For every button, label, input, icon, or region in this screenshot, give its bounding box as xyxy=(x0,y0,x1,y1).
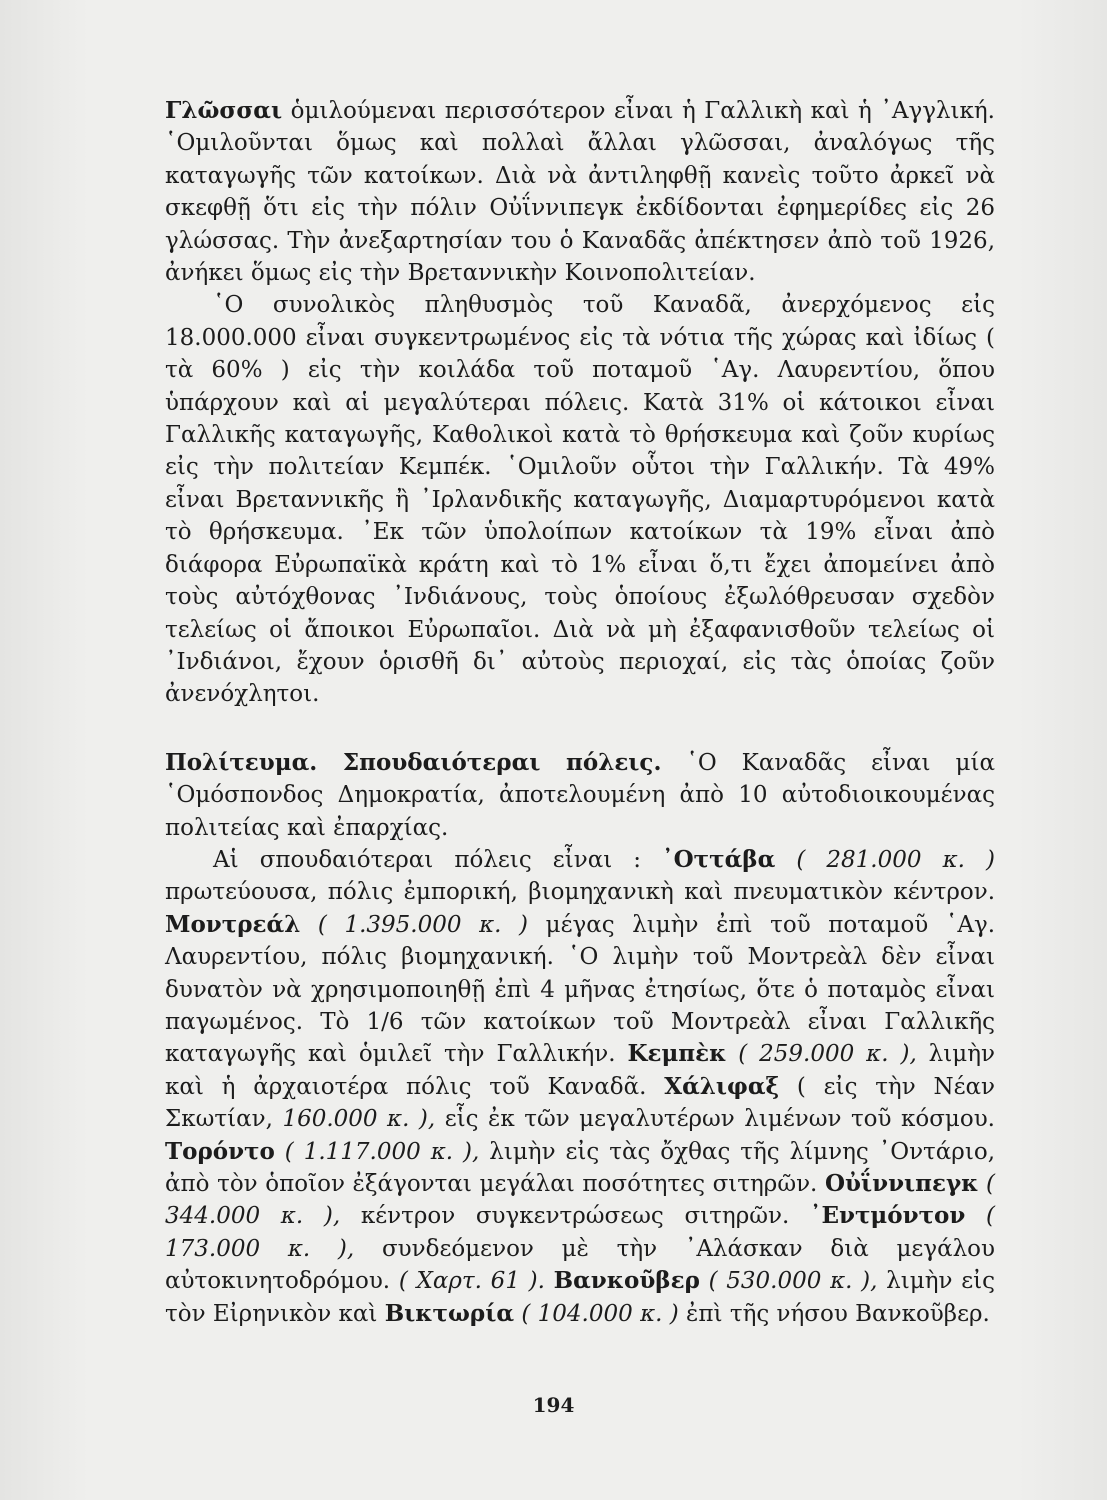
text-run: ὁμιλούμεναι περισσότερον εἶναι ἡ Γαλλικὴ καὶ ἡ ᾿Αγγλική. ῾Ομιλοῦνται ὅμως καὶ πολλαὶ ἄλλαι γλῶσσαι, ἀναλόγως τῆς καταγωγῆς τῶν κατοίκων. Διὰ νὰ ἀντιληφθῇ κανεὶς τοῦτο ἀρκεῖ νὰ σκεφθῇ ὅτι εἰς τὴν πόλιν Οὐΐννιπεγκ ἐκδίδονται ἐφημερίδες εἰς 26 γλώσσας. Τὴν ἀνεξαρτησίαν του ὁ Καναδᾶς ἀπέκτησεν ἀπὸ τοῦ 1926, ἀνήκει ὅμως εἰς τὴν Βρεταννικὴν Κοινοπολιτείαν. xyxy=(165,98,995,287)
text-run: ῾Ο Καναδᾶς εἶναι μία ῾Ομόσπονδος Δημοκρατία, ἀποτελουμένη ἀπὸ 10 αὐτοδιοικουμένας πολιτείας καὶ ἐπαρχίας. xyxy=(165,749,995,841)
bold-term: ᾿Εντμόντον xyxy=(809,1202,966,1230)
bold-term: Βικτωρία xyxy=(384,1299,515,1327)
page-body xyxy=(165,95,995,1330)
page-number: 194 xyxy=(532,1393,575,1417)
text-run: ἐπὶ τῆς νήσου Βανκοῦβερ. xyxy=(678,1300,990,1327)
text-run: Αἱ σπουδαιότεραι πόλεις εἶναι : xyxy=(213,846,663,873)
bold-term: Κεμπὲκ xyxy=(627,1040,727,1068)
text-run: μέγας λιμὴν ἐπὶ τοῦ ποταμοῦ ῾Αγ. Λαυρεντίου, πόλις βιομηχανική. ῾Ο λιμὴν τοῦ Μοντρεὰλ δὲν εἶναι δυνατὸν νὰ χρησιμοποιηθῇ ἐπὶ 4 μῆνας ἐτησίως, ὅτε ὁ ποταμὸς εἶναι παγωμένος. Τὸ 1/6 τῶν κατοίκων τοῦ Μοντρεὰλ εἶναι Γαλλικῆς καταγωγῆς καὶ ὁμιλεῖ τὴν Γαλλικήν. xyxy=(165,911,996,1068)
text-run: κέντρον συγκεντρώσεως σιτηρῶν. xyxy=(340,1203,810,1230)
bold-term: Πολίτευμα. Σπουδαιότεραι πόλεις. xyxy=(165,748,662,776)
italic-figure: ( 1.117.000 κ. ), xyxy=(274,1138,480,1165)
bold-term: Γλῶσσαι xyxy=(165,97,283,124)
italic-figure: ( 344.000 κ. ), xyxy=(165,1171,995,1230)
paragraph-government xyxy=(165,747,995,844)
text-run: λιμὴν εἰς τὰς ὄχθας τῆς λίμνης ᾿Οντάριο, ἀπὸ τὸν ὁποῖον ἐξάγονται μεγάλαι ποσότητες σιτηρῶν. xyxy=(165,1138,995,1197)
text-run: πρωτεύουσα, πόλις ἐμπορική, βιομηχανικὴ καὶ πνευματικὸν κέντρον. xyxy=(165,879,995,906)
italic-figure: ( 281.000 κ. ) xyxy=(775,846,995,873)
italic-figure: ( 173.000 κ. ), xyxy=(165,1203,995,1262)
bold-term: Βανκοῦβερ xyxy=(553,1267,700,1295)
paragraph-languages xyxy=(165,95,995,289)
bold-term: Χάλιφαξ xyxy=(664,1072,780,1100)
text-run: λιμὴν εἰς τὸν Εἰρηνικὸν καὶ xyxy=(165,1268,996,1327)
italic-figure: ( 259.000 κ. ), xyxy=(726,1041,917,1068)
paragraph-population xyxy=(165,289,995,710)
text-run: συνδεόμενον μὲ τὴν ᾿Αλάσκαν διὰ μεγάλου αὐτοκινητοδρόμου. xyxy=(165,1235,996,1295)
text-run: ῾Ο συνολικὸς πληθυσμὸς τοῦ Καναδᾶ, ἀνερχόμενος εἰς 18.000.000 εἶναι συγκεντρωμένος εἰς τὰ νότια τῆς χώρας καὶ ἰδίως ( τὰ 60% ) εἰς τὴν κοιλάδα τοῦ ποταμοῦ ῾Αγ. Λαυρεντίου, ὅπου ὑπάρχουν καὶ αἱ μεγαλύτεραι πόλεις. Κατὰ 31% οἱ κάτοικοι εἶναι Γαλλικῆς καταγωγῆς, Καθολικοὶ κατὰ τὸ θρήσκευμα καὶ ζοῦν κυρίως εἰς τὴν πολιτείαν Κεμπέκ. ῾Ομιλοῦν οὗτοι τὴν Γαλλικήν. Τὰ 49% εἶναι Βρεταννικῆς ἢ ᾿Ιρλανδικῆς καταγωγῆς, Διαμαρτυρόμενοι κατὰ τὸ θρήσκευμα. ᾿Εκ τῶν ὑπολοίπων κατοίκων τὰ 19% εἶναι ἀπὸ διάφορα Εὐρωπαϊκὰ κράτη καὶ τὸ 1% εἶναι ὅ,τι ἔχει ἀπομείνει ἀπὸ τοὺς αὐτόχθονας ᾿Ινδιάνους, τοὺς ὁποίους ἐξωλόθρευσαν σχεδὸν τελείως οἱ ἄποικοι Εὐρωπαῖοι. Διὰ νὰ μὴ ἐξαφανισθοῦν τελείως οἱ ᾿Ινδιάνοι, ἔχουν ὁρισθῆ δι᾿ αὐτοὺς περιοχαί, εἰς τὰς ὁποίας ζοῦν ἀνενόχλητοι. xyxy=(165,292,995,708)
italic-figure: ( 104.000 κ. ) xyxy=(514,1300,679,1327)
italic-figure: ( Χαρτ. 61 ). xyxy=(398,1268,545,1295)
text-run xyxy=(545,1268,554,1294)
italic-figure: ( 530.000 κ. ), xyxy=(699,1268,878,1295)
bold-term: Τορόντο xyxy=(165,1137,275,1165)
bold-term: ᾿Οττάβα xyxy=(662,845,776,873)
text-run: ( εἰς τὴν Νέαν Σκωτίαν, xyxy=(165,1073,995,1133)
text-run: λιμὴν καὶ ἡ ἀρχαιοτέρα πόλις τοῦ Καναδᾶ. xyxy=(165,1041,995,1100)
italic-figure: ( 1.395.000 κ. ) xyxy=(300,911,529,938)
italic-figure: 160.000 κ. ), xyxy=(282,1106,436,1133)
text-run: εἷς ἐκ τῶν μεγαλυτέρων λιμένων τοῦ κόσμου. xyxy=(435,1106,995,1133)
paragraph-cities xyxy=(165,844,995,1330)
bold-term: Οὐΐννιπεγκ xyxy=(824,1170,979,1197)
bold-term: Μοντρεάλ xyxy=(165,910,301,938)
